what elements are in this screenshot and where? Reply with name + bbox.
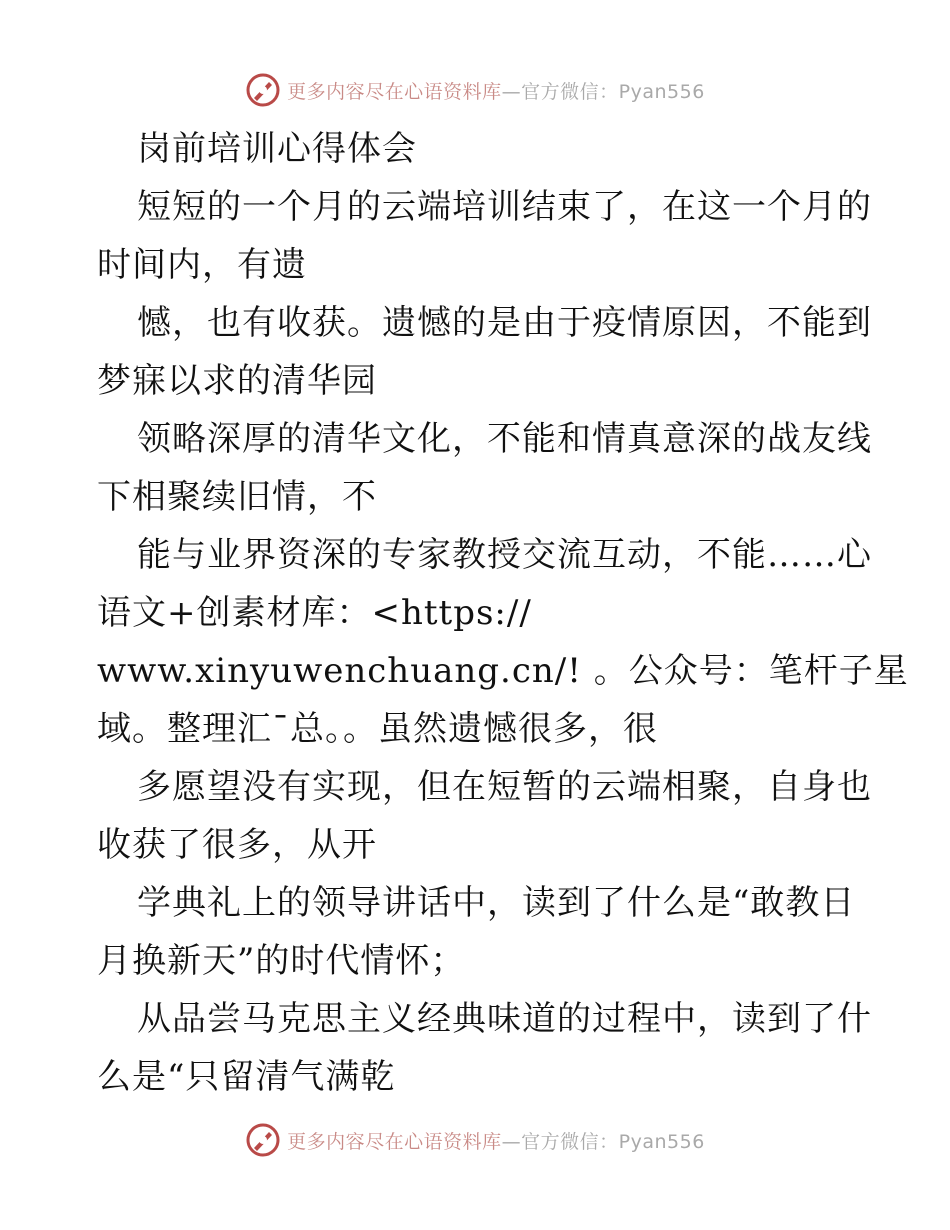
pen-logo-icon [245, 1122, 281, 1158]
doc-line: www.xinyuwenchuang.cn/! 。公众号：笔杆子星 [97, 651, 909, 691]
header-banner-text: 更多内容尽在心语资料库—官方微信：Pyan556 [287, 80, 705, 103]
doc-line: 多愿望没有实现，但在短暂的云端相聚，自身也 [137, 767, 872, 807]
doc-line: 域。整理汇¯总。。虽然遗憾很多，很 [97, 709, 658, 749]
doc-line: 时间内，有遗 [97, 245, 307, 285]
footer-wechat-text: —官方微信：Pyan556 [501, 1130, 705, 1153]
doc-line: 短短的一个月的云端培训结束了，在这一个月的 [137, 187, 872, 227]
doc-line: 下相聚续旧情，不 [97, 477, 377, 517]
doc-line: 么是“只留清气满乾 [97, 1057, 396, 1097]
doc-line: 学典礼上的领导讲话中，读到了什么是“敢教日 [137, 883, 856, 923]
footer-banner [0, 1120, 950, 1160]
header-banner [0, 70, 950, 110]
doc-line: 收获了很多，从开 [97, 825, 377, 865]
pen-logo-icon [245, 72, 281, 108]
doc-line: 领略深厚的清华文化，不能和情真意深的战友线 [137, 419, 872, 459]
doc-title: 岗前培训心得体会 [137, 129, 417, 169]
doc-line: 月换新天”的时代情怀； [97, 941, 466, 981]
doc-line: 从品尝马克思主义经典味道的过程中，读到了什 [137, 999, 872, 1039]
doc-line: 语文+创素材库：<https:// [97, 593, 532, 633]
footer-banner-text: 更多内容尽在心语资料库—官方微信：Pyan556 [287, 1130, 705, 1153]
doc-line: 能与业界资深的专家教授交流互动，不能……心 [137, 535, 872, 575]
doc-line: 憾，也有收获。遗憾的是由于疫情原因，不能到 [137, 303, 872, 343]
document-body [97, 120, 909, 1106]
doc-line: 梦寐以求的清华园 [97, 361, 377, 401]
header-wechat-text: —官方微信：Pyan556 [501, 80, 705, 103]
